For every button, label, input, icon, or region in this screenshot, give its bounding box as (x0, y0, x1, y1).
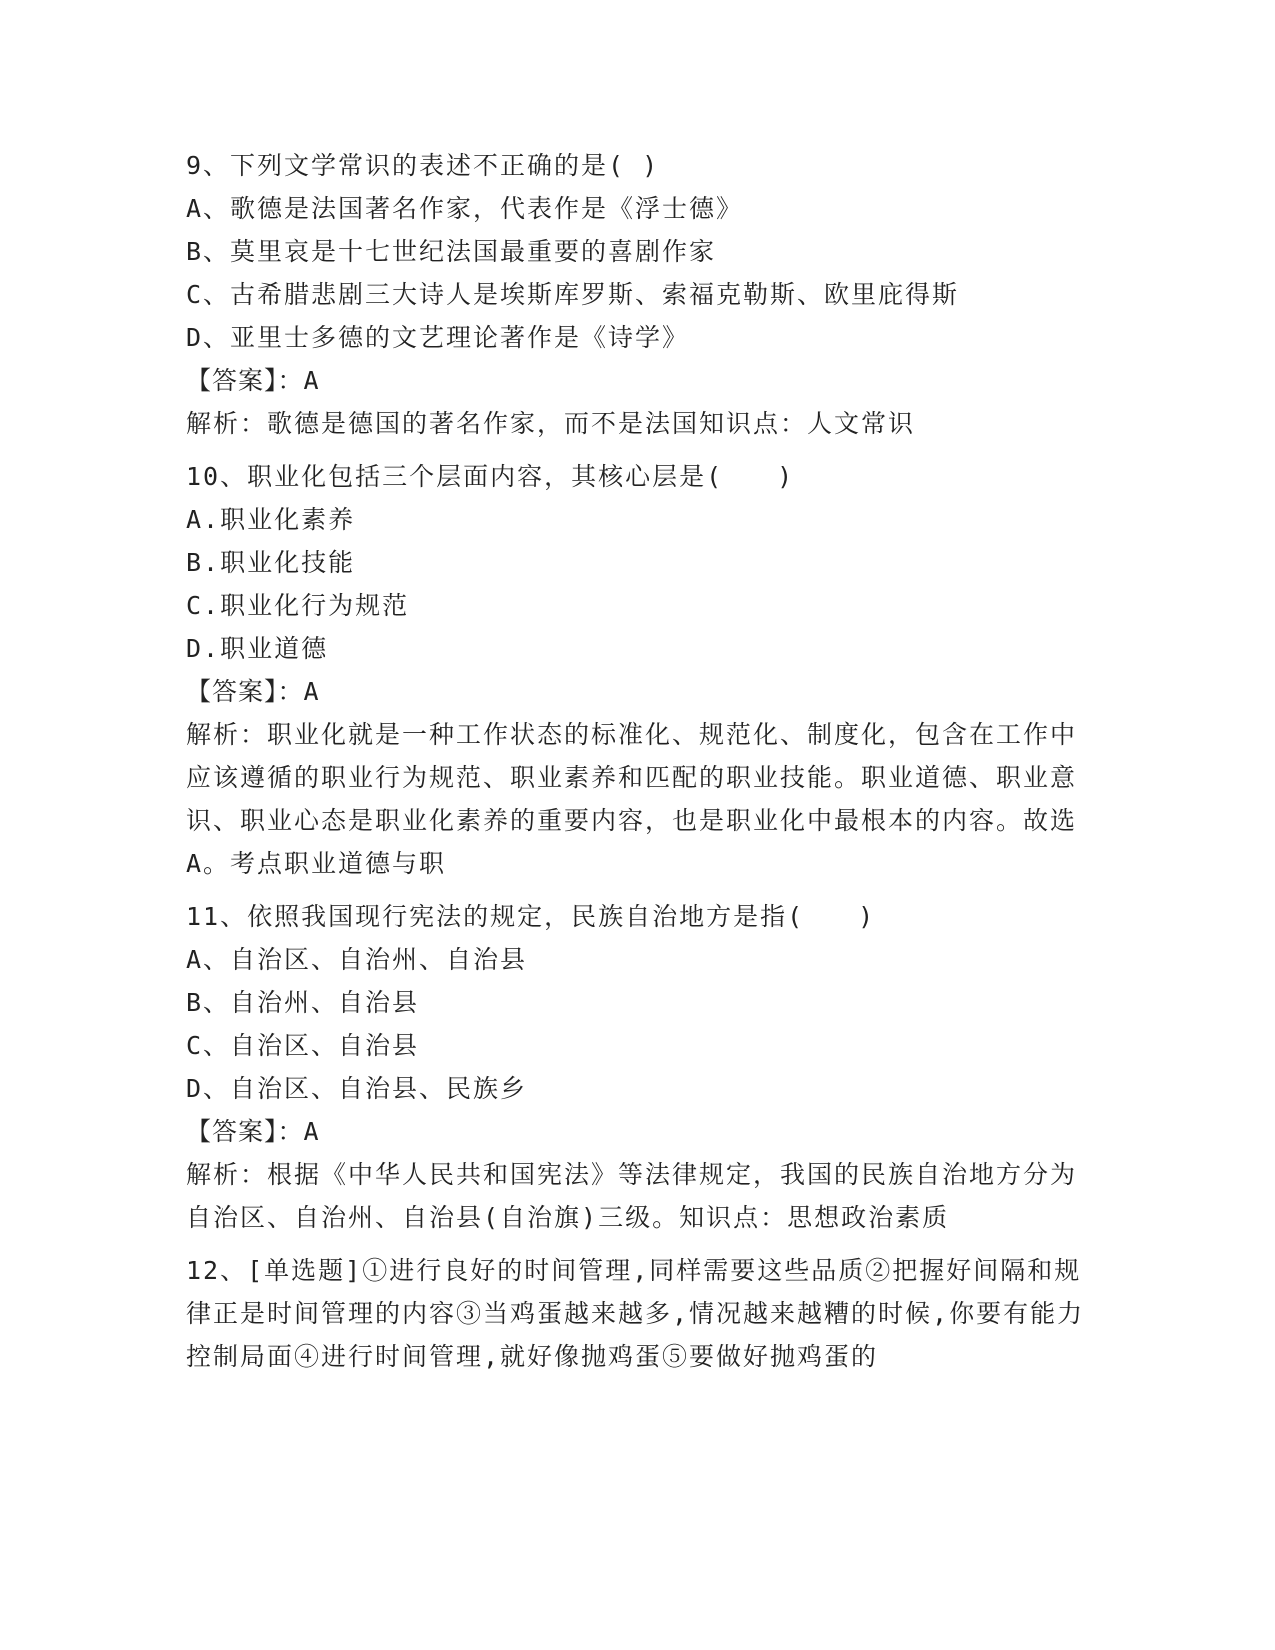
question-block-9 (186, 144, 1086, 445)
option-c: C.职业化行为规范 (186, 591, 410, 620)
option-b: B、自治州、自治县 (186, 988, 420, 1017)
question-text: 10、职业化包括三个层面内容，其核心层是( ) (186, 462, 795, 491)
exam-page (186, 144, 1086, 1388)
question-text: 9、下列文学常识的表述不正确的是( ) (186, 151, 660, 180)
option-a: A、自治区、自治州、自治县 (186, 945, 528, 974)
option-b: B.职业化技能 (186, 548, 356, 577)
option-b: B、莫里哀是十七世纪法国最重要的喜剧作家 (186, 237, 717, 266)
question-text: 11、依照我国现行宪法的规定，民族自治地方是指( ) (186, 902, 876, 931)
analysis-text: 解析：根据《中华人民共和国宪法》等法律规定，我国的民族自治地方分为自治区、自治州、自治县(自治旗)三级。知识点：思想政治素质 (186, 1160, 1078, 1232)
option-d: D、亚里士多德的文艺理论著作是《诗学》 (186, 323, 690, 352)
option-a: A、歌德是法国著名作家，代表作是《浮士德》 (186, 194, 744, 223)
question-block-11 (186, 895, 1086, 1239)
option-d: D.职业道德 (186, 634, 329, 663)
question-block-12 (186, 1249, 1086, 1378)
answer-label: 【答案】：A (186, 366, 320, 395)
option-d: D、自治区、自治县、民族乡 (186, 1074, 528, 1103)
question-block-10 (186, 455, 1086, 885)
analysis-text: 解析：职业化就是一种工作状态的标准化、规范化、制度化，包含在工作中应该遵循的职业行为规范、职业素养和匹配的职业技能。职业道德、职业意识、职业心态是职业化素养的重要内容，也是职业化中最根本的内容。故选A。考点职业道德与职 (186, 720, 1078, 878)
option-c: C、自治区、自治县 (186, 1031, 420, 1060)
answer-label: 【答案】：A (186, 1117, 320, 1146)
question-text: 12、[单选题]①进行良好的时间管理,同样需要这些品质②把握好间隔和规律正是时间管理的内容③当鸡蛋越来越多,情况越来越糟的时候,你要有能力控制局面④进行时间管理,就好像抛鸡蛋⑤要做好抛鸡蛋的 (186, 1256, 1085, 1371)
answer-label: 【答案】：A (186, 677, 320, 706)
option-c: C、古希腊悲剧三大诗人是埃斯库罗斯、索福克勒斯、欧里庇得斯 (186, 280, 960, 309)
analysis-text: 解析：歌德是德国的著名作家，而不是法国知识点：人文常识 (186, 409, 916, 438)
option-a: A.职业化素养 (186, 505, 356, 534)
